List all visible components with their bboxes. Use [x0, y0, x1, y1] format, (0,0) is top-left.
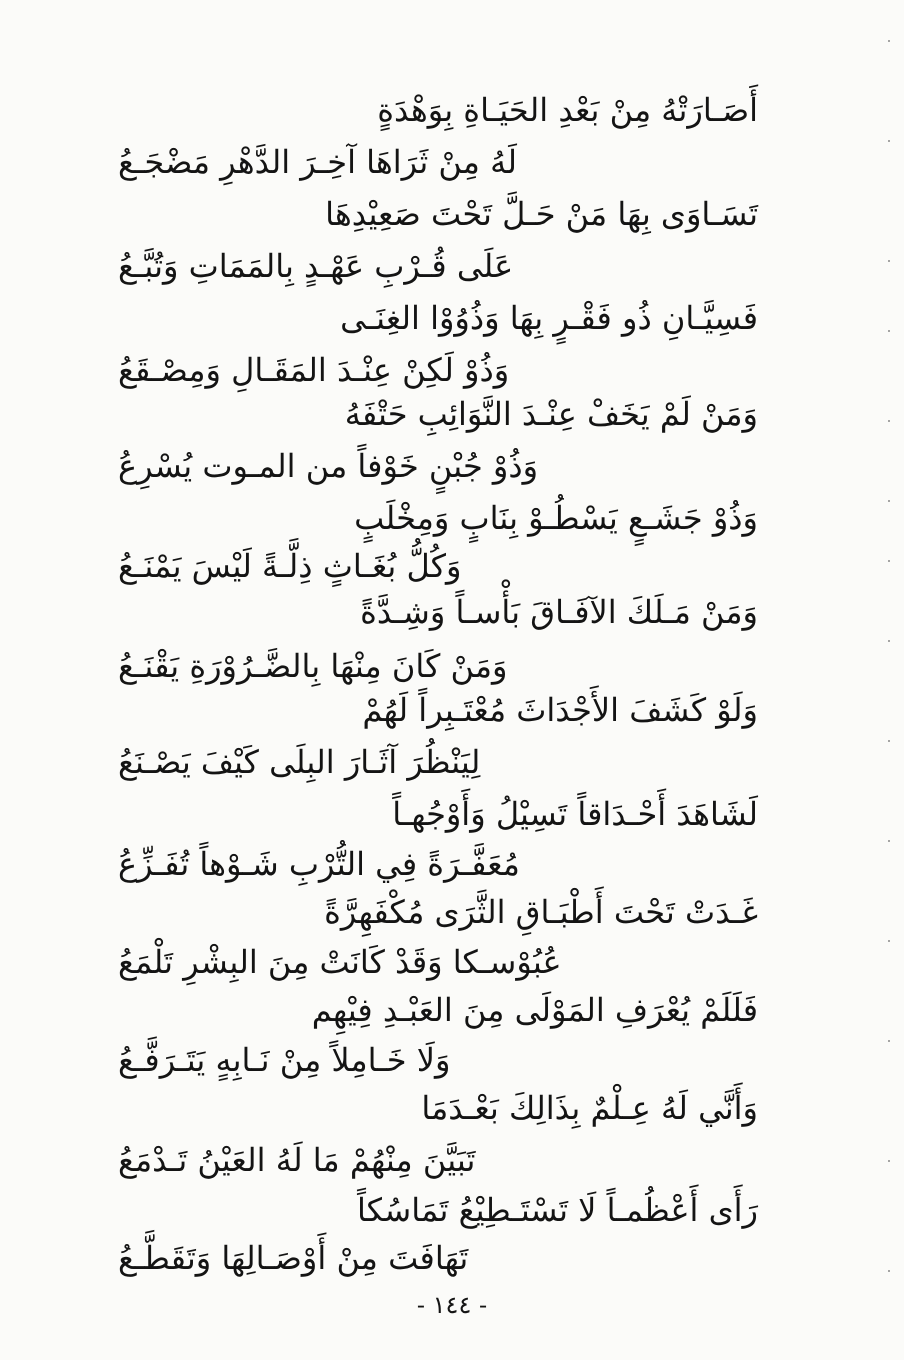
- verse-4-first-half: وَمَنْ لَمْ يَخَفْ عِنْـدَ النَّوَائِبِ حَتْفَهُ: [344, 395, 758, 433]
- verse-1-second-half: لَهُ مِنْ ثَرَاهَا آخِـرَ الدَّهْرِ مَضْجَـعُ: [118, 143, 517, 181]
- verse-3-first-half: فَسِيَّـانِ ذُو فَقْـرٍ بِهَا وَذُوُوْا الغِنَـى: [340, 299, 758, 337]
- verse-9-second-half: عُبُوْسـكا وَقَدْ كَانَتْ مِنَ البِشْرِ تَلْمَعُ: [118, 943, 562, 981]
- verse-2-first-half: تَسَـاوَى بِهَا مَنْ حَـلَّ تَحْتَ صَعِيْدِهَا: [325, 195, 758, 233]
- verse-4-second-half: وَذُوْ جُبْنٍ خَوْفاً من المـوت يُسْرِعُ: [118, 447, 539, 485]
- verse-11-first-half: وَأَنَّي لَهُ عِـلْمٌ بِذَالِكَ بَعْـدَمَا: [421, 1089, 758, 1127]
- verse-9-first-half: غَـدَتْ تَحْتَ أَطْبَـاقِ الثَّرَى مُكْفَهِرَّةً: [324, 893, 758, 931]
- verse-7-second-half: لِيَنْظُرَ آثَـارَ البِلَى كَيْفَ يَصْـنَعُ: [118, 743, 481, 781]
- verse-5-first-half: وَذُوْ جَشَـعٍ يَسْطُـوْ بِنَابٍ وَمِخْلَبٍ: [354, 499, 758, 537]
- verse-8-first-half: لَشَاهَدَ أَحْـدَاقاً تَسِيْلُ وَأَوْجُهـاً: [392, 795, 758, 833]
- verse-7-first-half: وَلَوْ كَشَفَ الأَجْدَاثَ مُعْتَـبِراً لَهُمْ: [362, 691, 758, 729]
- page-number: - ١٤٤ -: [416, 1291, 488, 1319]
- verse-6-second-half: وَمَنْ كَانَ مِنْهَا بِالضَّـرُوْرَةِ يَقْنَـعُ: [118, 647, 508, 685]
- verse-6-first-half: وَمَنْ مَـلَكَ الآفَـاقَ بَأْسـاً وَشِـدَّةً: [360, 593, 758, 631]
- verse-3-second-half: وَذُوْ لَكِنْ عِنْـدَ المَقَـالِ وَمِصْـقَعُ: [118, 351, 510, 389]
- verse-2-second-half: عَلَى قُـرْبِ عَهْـدٍ بِالمَمَاتِ وَتُبَّـعُ: [118, 247, 514, 285]
- verse-5-second-half: وَكُلُّ بُغَـاثٍ ذِلَّـةً لَيْسَ يَمْنَـعُ: [118, 547, 462, 585]
- verse-11-second-half: تَبَيَّنَ مِنْهُمْ مَا لَهُ العَيْنُ تَـدْمَعُ: [118, 1141, 476, 1179]
- verse-12-second-half: تَهَافَتَ مِنْ أَوْصَـالِهَا وَتَقَطَّـعُ: [118, 1239, 469, 1277]
- verse-8-second-half: مُعَفَّـرَةً فِي التُّرْبِ شَـوْهاً تُفَـزِّعُ: [118, 845, 520, 883]
- verse-10-second-half: وَلَا خَـامِلاً مِنْ نَـابِهٍ يَتَـرَفَّـعُ: [118, 1041, 451, 1079]
- verse-12-first-half: رَأَى أَعْظُمـاً لَا تَسْتَـطِيْعُ تَمَاسُكاً: [357, 1191, 758, 1229]
- verse-10-first-half: فَلَلَمْ يُعْرَفِ المَوْلَى مِنَ العَبْـدِ فِيْهِم: [311, 991, 758, 1029]
- verse-1-first-half: أَصَـارَتْهُ مِنْ بَعْدِ الحَيَـاةِ بِوَهْدَةٍ: [377, 91, 758, 129]
